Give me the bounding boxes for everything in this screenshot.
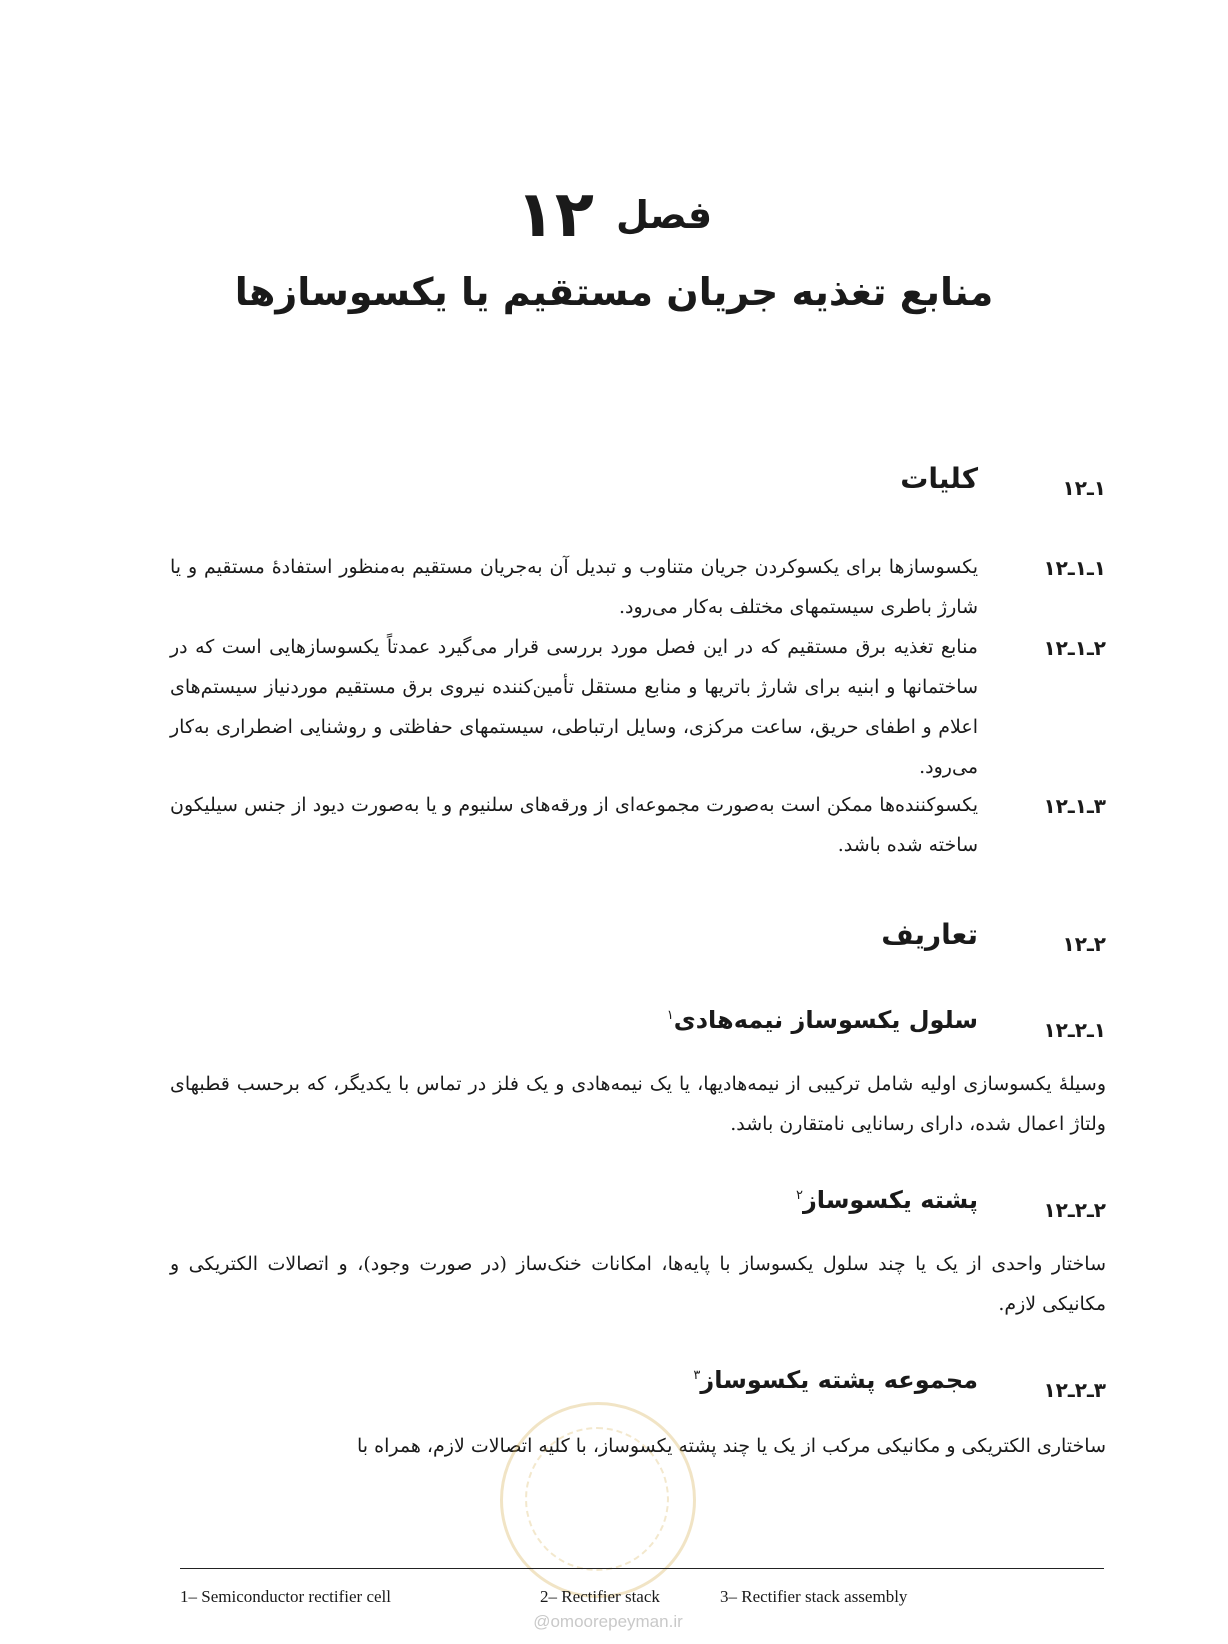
subsection-title — [796, 1186, 978, 1214]
paragraph: منابع تغذیه برق مستقیم که در این فصل مورد بررسی قرار می‌گیرد عمدتاً یکسوسازهایی است که در ساختمانها و ابنیه برای شارژ باتریها و منابع مستقل تأمین‌کننده نیروی برق مستقیم موردنیاز سیستم‌های اعلام و اطفای حریق، ساعت مرکزی، وسایل ارتباطی، سیستمهای حفاظتی و روشنایی اضطراری به‌کار می‌رود. — [170, 636, 978, 778]
footnote-marker: ۳ — [693, 1368, 701, 1383]
subsection-title — [667, 1006, 978, 1034]
paragraph: یکسوکننده‌ها ممکن است به‌صورت مجموعه‌ای از ورقه‌های سلنیوم و یا به‌صورت دیود از جنس سیلیکون ساخته شده باشد. — [170, 794, 978, 856]
definition-paragraph: وسیلهٔ یکسوسازی اولیه شامل ترکیبی از نیمه‌هادیها، یا یک نیمه‌هادی و یک فلز در تماس با یکدیگر، که برحسب قطبهای ولتاژ اعمال شده، دارای رسانایی نامتقارن باشد. — [170, 1073, 1106, 1135]
subsection-number: ۲ـ۲ـ۱۲ — [1043, 1198, 1106, 1222]
chapter-title: منابع تغذیه جریان مستقیم یا یکسوسازها — [234, 270, 994, 314]
paragraph-number: ۳ـ۱ـ۱۲ — [1043, 794, 1106, 818]
definition-paragraph: ساختاری الکتریکی و مکانیکی مرکب از یک یا چند پشته یکسوساز، با کلیه اتصالات لازم، همراه با — [357, 1435, 1106, 1457]
footnote-1: 1– Semiconductor rectifier cell — [180, 1587, 391, 1606]
subsection-title — [693, 1366, 978, 1394]
paragraph-number: ۱ـ۱ـ۱۲ — [1043, 556, 1106, 580]
watermark-inner-ring — [525, 1427, 669, 1571]
definition-paragraph: ساختار واحدی از یک یا چند سلول یکسوساز با پایه‌ها، امکانات خنک‌ساز (در صورت وجود)، و اتصالات الکتریکی و مکانیکی لازم. — [170, 1253, 1106, 1315]
chapter-word: فصل — [615, 193, 713, 237]
section-title: کلیات — [900, 462, 978, 495]
chapter-heading — [0, 178, 1228, 252]
subsection-title-text: مجموعه پشته یکسوساز — [700, 1366, 978, 1394]
footnote-2: 2– Rectifier stack — [540, 1587, 660, 1606]
subsection-number: ۳ـ۲ـ۱۲ — [1043, 1378, 1106, 1402]
paragraph: یکسوسازها برای یکسوکردن جریان متناوب و تبدیل آن به‌جریان مستقیم به‌منظور استفادهٔ مستقیم و یا شارژ باطری سیستمهای مختلف به‌کار می‌رود. — [170, 556, 978, 618]
section-number: ۱ـ۱۲ — [1062, 476, 1106, 500]
subsection-number: ۱ـ۲ـ۱۲ — [1043, 1018, 1106, 1042]
footnote-marker: ۱ — [666, 1008, 674, 1023]
section-title: تعاریف — [881, 918, 978, 951]
watermark-url: @omoorepeyman.ir — [533, 1612, 683, 1631]
subsection-title-text: پشته یکسوساز — [802, 1186, 978, 1214]
footnote-3: 3– Rectifier stack assembly — [720, 1587, 908, 1606]
subsection-title-text: سلول یکسوساز نیمه‌هادی — [673, 1006, 978, 1034]
chapter-number: ۱۲ — [515, 178, 594, 252]
paragraph-number: ۲ـ۱ـ۱۲ — [1043, 636, 1106, 660]
footnote-marker: ۲ — [796, 1188, 803, 1203]
footnote-divider — [180, 1568, 1104, 1569]
section-number: ۲ـ۱۲ — [1062, 932, 1106, 956]
